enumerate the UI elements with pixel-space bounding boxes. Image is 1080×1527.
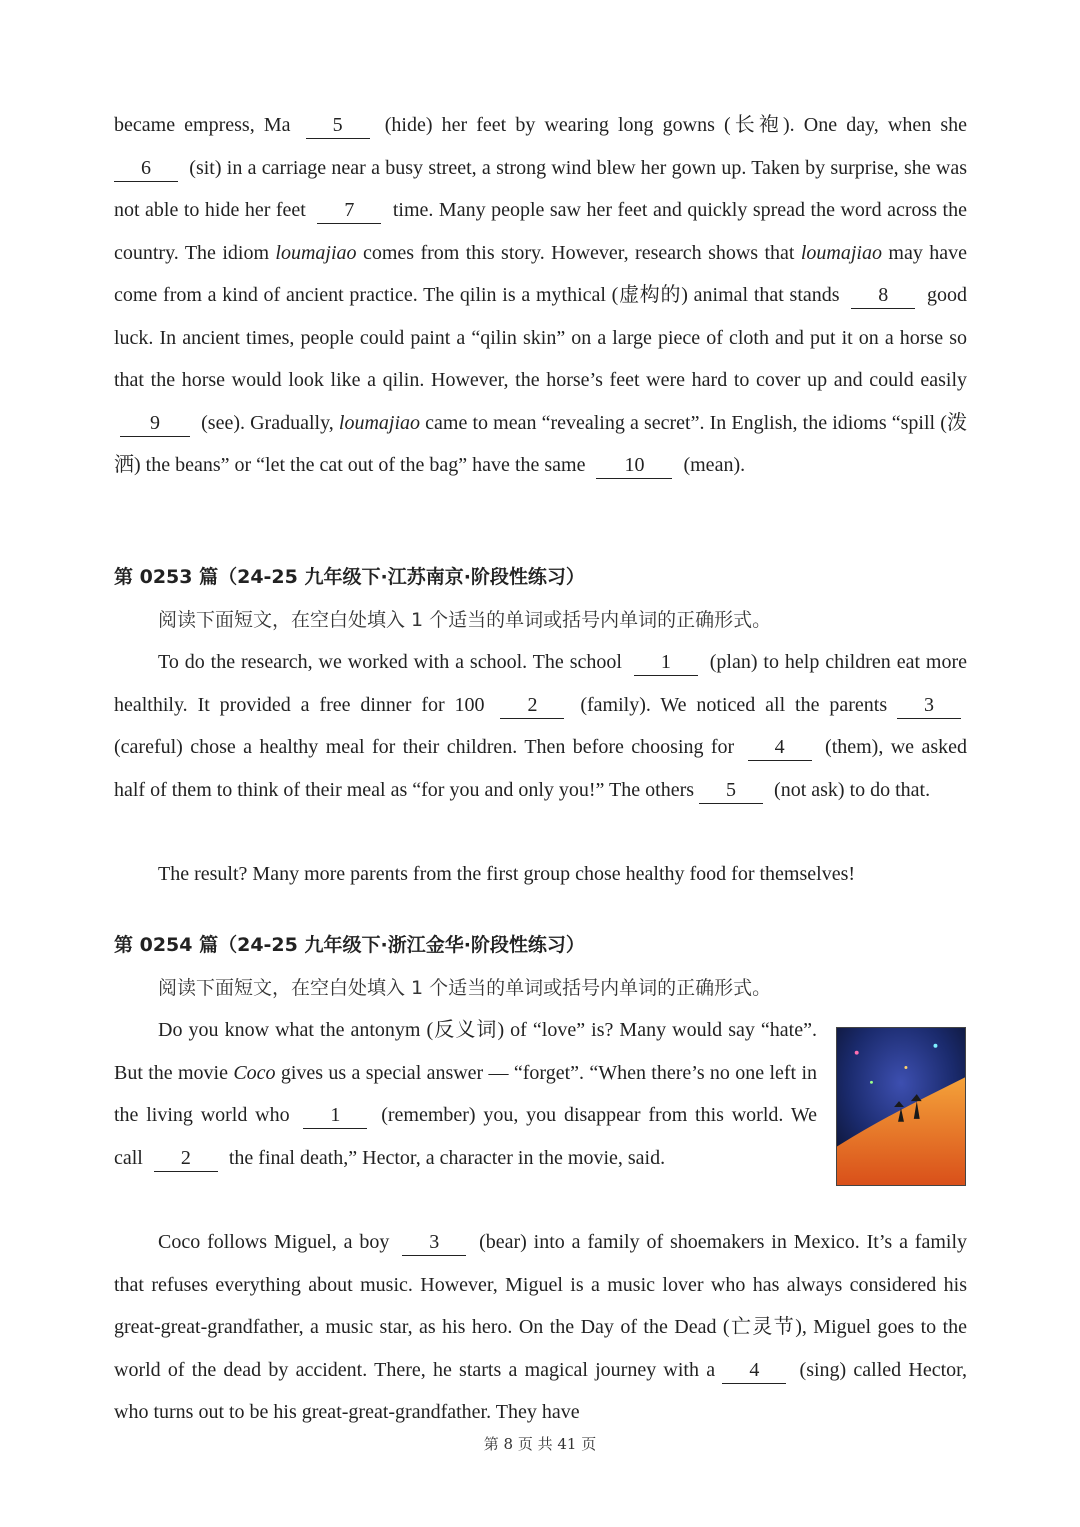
passage-0254-paragraph-2: Coco follows Miguel, a boy 3 (bear) into a family of shoemakers in Mexico. It’s a family that refuses everything about music. However, Miguel is a music lover who has always considered his great-great-grandfather, a music star, as his hero. On the Day of the Dead (亡灵节), Miguel goes to the world of the dead by accident. There, he starts a magical journey with a 4 (sing) called Hector, who turns out to be his great-great-grandfather. They have <box>114 1231 968 1423</box>
passage-0254-heading: 第 0254 篇（24-25 九年级下·浙江金华·阶段性练习） <box>114 934 585 956</box>
blank-3[interactable]: 3 <box>897 692 961 719</box>
blank-2[interactable]: 2 <box>154 1145 218 1172</box>
idiom-loumajiao: loumajiao <box>275 241 357 264</box>
passage-0252-paragraph: became empress, Ma 5 (hide) her feet by wearing long gowns (长袍). One day, when she 6 (sit) in a carriage near a busy street, a strong wind blew her gown up. Taken by surprise, she was not able to hide her feet 7 time. Many people saw her feet and quickly spread the word across the country. The idiom loumajiao comes from this story. However, research shows that loumajiao may have come from a kind of ancient practice. The qilin is a mythical (虚构的) animal that stands 8 good luck. In ancient times, people could paint a “qilin skin” on a large piece of cloth and put it on a horse so that the horse would look like a qilin. However, the horse’s feet were hard to cover up and could easily 9 (see). Gradually, loumajiao came to mean “revealing a secret”. In English, the idioms “spill (泼洒) the beans” or “let the cat out of the bag” have the same 10 (mean). <box>114 104 967 487</box>
blank-7[interactable]: 7 <box>317 197 381 224</box>
passage-0253-paragraph-2: The result? Many more parents from the first group chose healthy food for themselves! <box>158 863 856 885</box>
passage-0253-paragraph-1: To do the research, we worked with a school. The school 1 (plan) to help children eat more healthily. It provided a free dinner for 100 2 (family). We noticed all the parents 3 (careful) chose a healthy meal for their children. Then before choosing for 4 (them), we asked half of them to think of their meal as “for you and only you!” The others 5 (not ask) to do that. <box>114 641 967 811</box>
blank-6[interactable]: 6 <box>114 155 178 182</box>
passage-0253-heading: 第 0253 篇（24-25 九年级下·江苏南京·阶段性练习） <box>114 566 585 588</box>
blank-8[interactable]: 8 <box>851 282 915 309</box>
blank-10[interactable]: 10 <box>596 452 672 479</box>
blank-4[interactable]: 4 <box>748 734 812 761</box>
passage-0254-instruction: 阅读下面短文，在空白处填入 1 个适当的单词或括号内单词的正确形式。 <box>158 977 772 999</box>
blank-2[interactable]: 2 <box>500 692 564 719</box>
blank-9[interactable]: 9 <box>120 410 190 437</box>
passage-0254-paragraph-1: Do you know what the antonym (反义词) of “love” is? Many would say “hate”. But the movie Coco gives us a special answer — “forget”. “When there’s no one left in the living world who 1 (remember) you, you disappear from this world. We call 2 the final death,” Hector, a character in the movie, said. <box>114 1009 817 1179</box>
blank-5[interactable]: 5 <box>306 112 370 139</box>
page-footer: 第 8 页 共 41 页 <box>483 1435 597 1453</box>
movie-title-coco: Coco <box>233 1061 276 1084</box>
blank-1[interactable]: 1 <box>303 1102 367 1129</box>
blank-3[interactable]: 3 <box>402 1229 466 1256</box>
idiom-loumajiao: loumajiao <box>800 241 882 264</box>
coco-movie-poster-image <box>836 1027 966 1186</box>
blank-4[interactable]: 4 <box>722 1357 786 1384</box>
blank-5[interactable]: 5 <box>699 777 763 804</box>
passage-0253-instruction: 阅读下面短文，在空白处填入 1 个适当的单词或括号内单词的正确形式。 <box>158 609 772 631</box>
blank-1[interactable]: 1 <box>634 649 698 676</box>
idiom-loumajiao: loumajiao <box>338 411 421 434</box>
